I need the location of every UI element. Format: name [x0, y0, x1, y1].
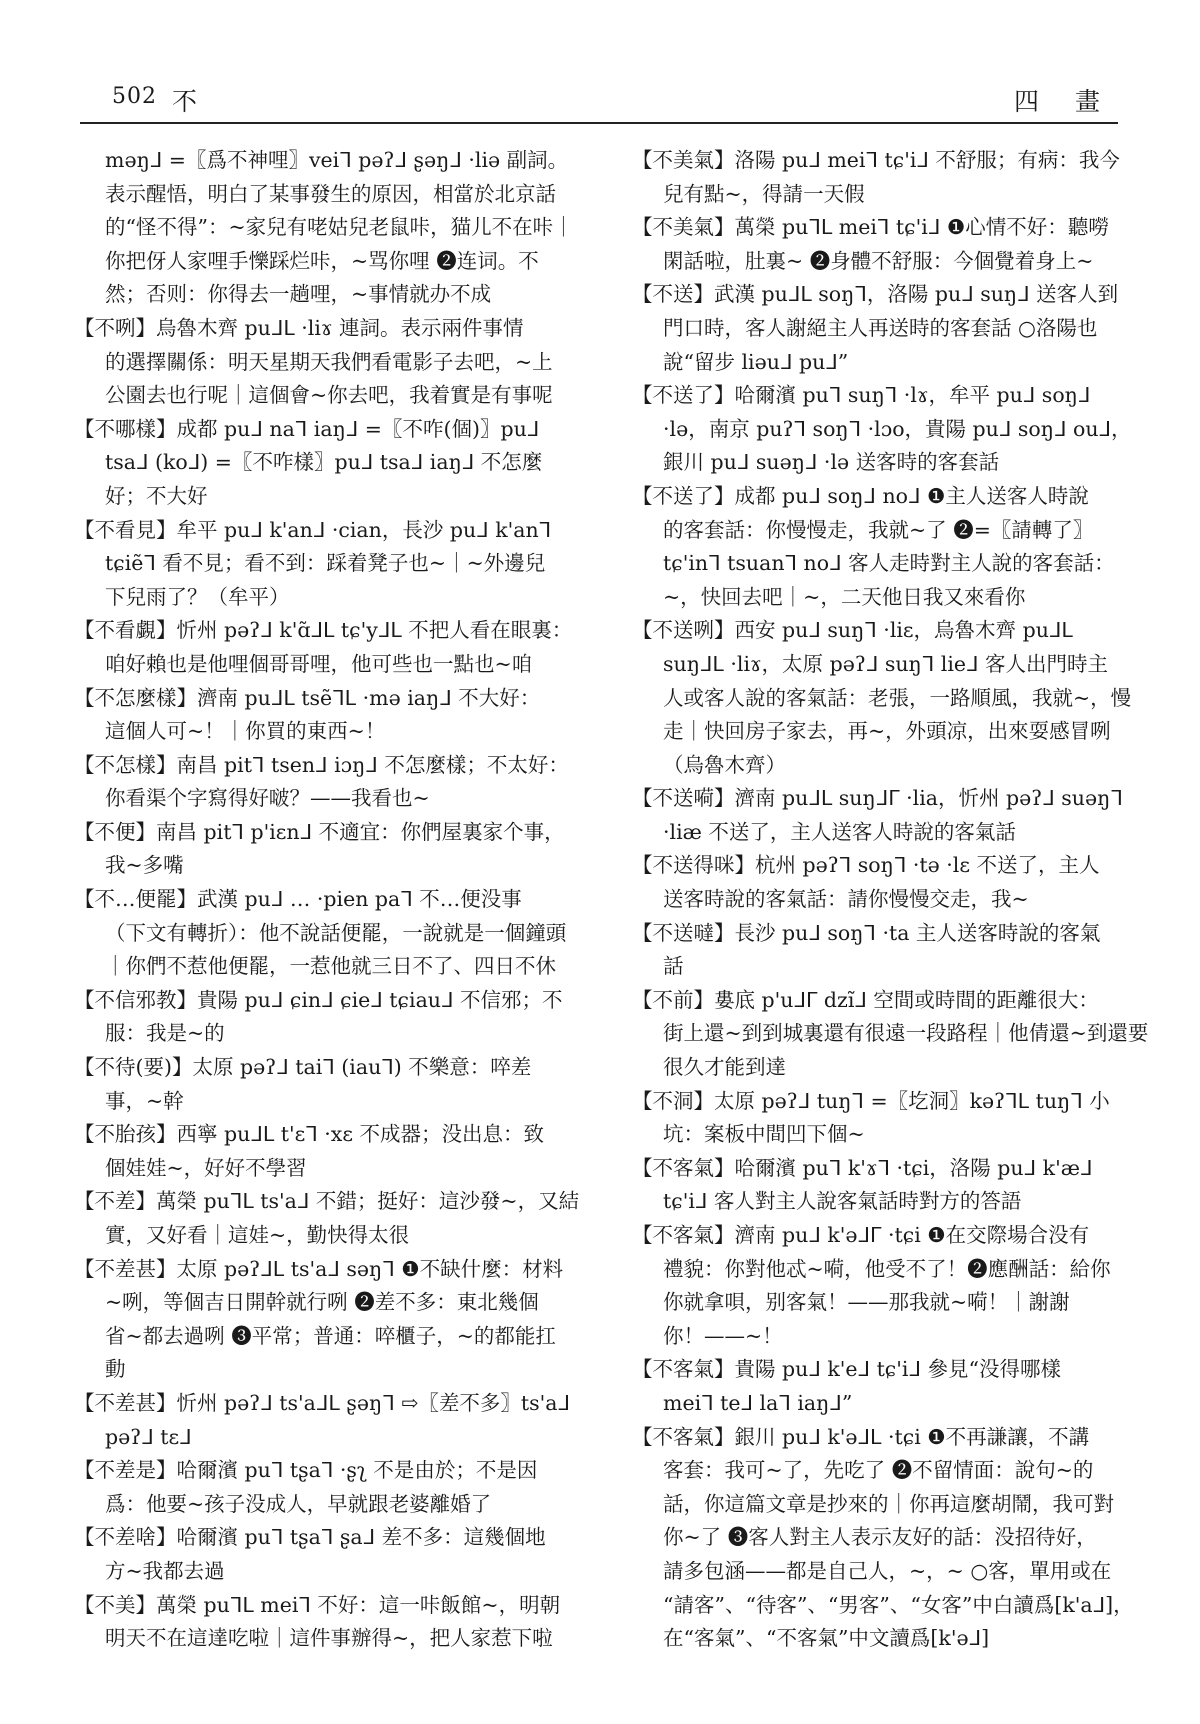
entry-headline: 【不客氣】銀川 puᒧ k'əᒧᒪ ·tɕi ❶不再謙讓，不講 — [632, 1424, 1090, 1449]
entry-line: 方~我都去過 — [105, 1558, 225, 1583]
entry-line: ~，快回去吧｜~，二天他日我又來看你 — [663, 584, 1026, 609]
entry-line: 我~多嘴 — [105, 853, 184, 878]
entry-line: 下兒雨了？（牟平） — [105, 584, 290, 609]
entry-line: 你把伢人家哩手㦡踩烂咔，~骂你哩 ❷连词。不 — [105, 248, 539, 273]
entry-headline: 【不怎麼樣】濟南 puᒧᒪ tsẽᒣᒪ ·mə iaŋᒧ 不大好： — [74, 685, 541, 710]
entry-line: （下文有轉折）：他不說話便罷，一說就是一個鐘頭 — [105, 920, 567, 945]
entry-line: 表示醒悟，明白了某事發生的原因，相當於北京話 — [105, 181, 556, 206]
entry-headline: 【不客氣】貴陽 puᒧ k'eᒧ tɕ'iᒧ 參見“没得哪樣 — [632, 1357, 1061, 1382]
entry-line: 說“留步 liəuᒧ puᒧ” — [663, 349, 849, 374]
entry-headline: 【不送嗬】濟南 puᒧᒪ suŋᒧᒥ ·lia，忻州 pəʔᒧ suəŋᒣ — [632, 786, 1123, 811]
entry-line: 人或客人說的客氣話：老張，一路順風，我就~，慢 — [663, 685, 1132, 710]
entry-line: （烏魯木齊） — [663, 752, 786, 777]
entry-headline: 【不待(要)】太原 pəʔᒧ taiᒣ (iauᒣ) 不樂意：啐差 — [74, 1055, 532, 1080]
entry-line: 好；不大好 — [105, 483, 208, 508]
entry-line: məŋᒧ =〖爲不神哩〗veiᒣ pəʔᒧ ʂəŋᒧ ·liə 副詞。 — [105, 148, 569, 172]
entry-headline: 【不送了】哈爾濱 puᒣ suŋᒣ ·lɤ，牟平 puᒧ soŋᒧ — [632, 383, 1091, 408]
entry-line: 你就拿唄，别客氣！——那我就~嗬！｜謝謝 — [663, 1290, 1070, 1315]
entry-headline: 【不差】萬榮 puᒣᒪ ts'aᒧ 不錯；挺好：這沙發~，又結 — [74, 1189, 580, 1214]
page-header — [80, 82, 1118, 124]
right-column — [632, 144, 1156, 1656]
entry-headline: 【不怎樣】南昌 pitᒣ tsenᒧ iɔŋᒧ 不怎麼樣；不太好： — [74, 752, 569, 777]
entry-line: “請客”、“待客”、“男客”、“女客”中白讀爲[k'aᒧ]， — [663, 1592, 1134, 1617]
entry-line: 坑：案板中間凹下個~ — [663, 1122, 865, 1147]
entry-line: 銀川 puᒧ suəŋᒧ ·lə 送客時的客套話 — [663, 450, 1000, 475]
entry-headline: 【不洞】太原 pəʔᒧ tuŋᒣ =〖圪洞〗kəʔᒣᒪ tuŋᒣ 小 — [632, 1088, 1110, 1113]
entry-line: 的“怪不得”：~家兒有咾姑兒老鼠咔，猫儿不在咔｜ — [105, 215, 574, 240]
entry-headline: 【不哪樣】成都 puᒧ naᒣ iaŋᒧ =〖不咋(個)〗puᒧ — [74, 416, 540, 441]
entry-line: 實，又好看｜這娃~，勤快得太很 — [105, 1223, 410, 1247]
entry-headline: 【不送】武漢 puᒧᒪ soŋᒣ，洛陽 puᒧ suŋᒧ 送客人到 — [632, 282, 1119, 307]
entry-line: 客套：我可~了，先吃了 ❷不留情面：說句~的 — [663, 1458, 1094, 1483]
entry-headline: 【不客氣】濟南 puᒧ k'əᒧᒥ ·tɕi ❶在交際場合没有 — [632, 1223, 1090, 1247]
entry-headline: 【不美氣】萬榮 puᒣᒪ meiᒣ tɕ'iᒧ ❶心情不好：聽嘮 — [632, 215, 1109, 240]
entry-line: 很久才能到達 — [663, 1055, 786, 1080]
entry-line: meiᒣ teᒧ laᒣ iaŋᒧ” — [663, 1390, 853, 1415]
entry-headline: 【不客氣】哈爾濱 puᒣ k'ɤᒣ ·tɕi，洛陽 puᒧ k'æᒧ — [632, 1155, 1093, 1180]
entry-headline: 【不看覷】忻州 pəʔᒧ k'ɑ̃ᒧᒪ tɕ'yᒧᒪ 不把人看在眼裏： — [74, 618, 573, 643]
entry-line: tɕ'inᒣ tsuanᒣ noᒧ 客人走時對主人說的客套話： — [663, 551, 1115, 576]
entry-line: 請多包涵——都是自己人，~，~ ○客，單用或在 — [663, 1558, 1112, 1583]
entry-headline: 【不差啥】哈爾濱 puᒣ tʂaᒣ ʂaᒧ 差不多：這幾個地 — [74, 1525, 546, 1550]
entry-line: 爲：他要~孩子没成人，早就跟老婆離婚了 — [105, 1491, 492, 1516]
entry-line: ·liæ 不送了，主人送客人時說的客氣話 — [663, 819, 1016, 844]
entry-line: pəʔᒧ tɛᒧ — [105, 1424, 192, 1449]
entry-headline: 【不看見】牟平 puᒧ k'anᒧ ·cian，長沙 puᒧ k'anᒣ — [74, 517, 552, 542]
entry-line: 你看渠个字寫得好啵？——我看也~ — [105, 786, 430, 811]
entry-line: 咱好賴也是他哩個哥哥哩，他可些也一點也~咱 — [105, 651, 533, 676]
entry-headline: 【不送得咪】杭州 pəʔᒣ soŋᒣ ·tə ·lɛ 不送了，主人 — [632, 853, 1100, 878]
entry-headline: 【不信邪教】貴陽 puᒧ ɕinᒧ ɕieᒧ tɕiauᒧ 不信邪；不 — [74, 987, 563, 1012]
entry-headline: 【不差甚】太原 pəʔᒧᒪ ts'aᒧ səŋᒣ ❶不缺什麼：材料 — [74, 1256, 564, 1281]
entry-headline: 【不…便罷】武漢 puᒧ … ·pien paᒣ 不…便没事 — [74, 887, 522, 912]
entry-headline: 【不差甚】忻州 pəʔᒧ ts'aᒧᒪ ʂəŋᒣ ⇨〖差不多〗ts'aᒧ — [74, 1390, 571, 1415]
entry-line: 事，~幹 — [105, 1088, 184, 1113]
entry-line: 然；否则：你得去一趟哩，~事情就办不成 — [105, 282, 492, 307]
entry-headline: 【不胎孩】西寧 puᒧᒪ t'ɛᒣ ·xɛ 不成器；没出息：致 — [74, 1122, 545, 1147]
entry-line: tsaᒧ (koᒧ) =〖不咋樣〗puᒧ tsaᒧ iaŋᒧ 不怎麼 — [105, 450, 543, 475]
entry-line: 在“客氣”、“不客氣”中文讀爲[k'əᒧ] — [663, 1626, 990, 1651]
entry-line: 話，你這篇文章是抄來的｜你再這麼胡鬧，我可對 — [663, 1491, 1114, 1516]
entry-headline: 【不咧】烏魯木齊 puᒧᒪ ·liɤ 連詞。表示兩件事情 — [74, 315, 524, 340]
section-title: 四 畫 — [1014, 87, 1114, 116]
entry-line: 這個人可~！｜你買的東西~！ — [105, 719, 386, 744]
entry-headline: 【不送噠】長沙 puᒧ soŋᒣ ·ta 主人送客時說的客氣 — [632, 920, 1101, 945]
entry-line: 你！——~！ — [663, 1323, 783, 1348]
left-column — [74, 144, 598, 1656]
entry-line: 個娃娃~，好好不學習 — [105, 1155, 307, 1180]
entry-line: tɕ'iᒧ 客人對主人說客氣話時對方的答語 — [663, 1189, 1022, 1214]
entry-line: 的客套話：你慢慢走，我就~了 ❷=〖請轉了〗 — [663, 517, 1094, 542]
entry-line: 明天不在這達吃啦｜這件事辦得~，把人家惹下啦 — [105, 1626, 553, 1651]
entry-line: 服：我是~的 — [105, 1021, 225, 1046]
entry-line: 動 — [105, 1357, 126, 1382]
entry-line: ~咧，等個吉日開幹就行咧 ❷差不多：東北幾個 — [105, 1290, 539, 1315]
entry-line: ｜你們不惹他便罷，一惹他就三日不了、四日不休 — [105, 954, 556, 979]
page-number: 502 — [112, 84, 157, 109]
entry-headline: 【不便】南昌 pitᒣ p'iɛnᒧ 不適宜：你們屋裏家个事， — [74, 819, 565, 844]
entry-line: 送客時說的客氣話：請你慢慢交走，我~ — [663, 887, 1029, 912]
entry-headline: 【不美】萬榮 puᒣᒪ meiᒣ 不好：這一咔飯館~，明朝 — [74, 1592, 561, 1617]
entry-headline: 【不美氣】洛陽 puᒧ meiᒣ tɕ'iᒧ 不舒服；有病：我今 — [632, 148, 1120, 172]
entry-line: 街上還~到到城裏還有很遠一段路程｜他倩還~到還要 — [663, 1021, 1149, 1046]
entry-line: 閑話啦，肚裏~ ❷身體不舒服：今個覺着身上~ — [663, 248, 1094, 273]
entry-line: tɕiẽᒣ 看不見；看不到：踩着凳子也~｜~外邊兒 — [105, 551, 546, 576]
entry-headline: 【不前】婁底 p'uᒧᒥ dzĩᒧ 空間或時間的距離很大： — [632, 987, 1099, 1012]
entry-line: 你~了 ❸客人對主人表示友好的話：没招待好， — [663, 1525, 1097, 1550]
entry-line: 兒有點~，得請一天假 — [663, 181, 865, 206]
entry-line: ·lə，南京 puʔᒣ soŋᒣ ·lɔo，貴陽 puᒧ soŋᒧ ouᒧ， — [663, 416, 1132, 441]
entry-line: 走｜快回房子家去，再~，外頭凉，出來耍感冒咧 — [663, 719, 1111, 744]
entry-headline: 【不送了】成都 puᒧ soŋᒧ noᒧ ❶主人送客人時說 — [632, 483, 1089, 508]
entry-line: suŋᒧᒪ ·liɤ，太原 pəʔᒧ suŋᒣ lieᒧ 客人出門時主 — [663, 651, 1109, 676]
header-headword: 不 — [172, 87, 198, 116]
entry-headline: 【不差是】哈爾濱 puᒣ tʂaᒣ ·ʂʅ 不是由於；不是因 — [74, 1458, 538, 1483]
entry-line: 的選擇關係：明天星期天我們看電影子去吧，~上 — [105, 349, 553, 374]
entry-line: 公園去也行呢｜這個會~你去吧，我着實是有事呢 — [105, 383, 553, 408]
entry-line: 省~都去過咧 ❸平常；普通：啐櫃子，~的都能扛 — [105, 1323, 556, 1348]
entry-line: 門口時，客人謝絕主人再送時的客套話 ○洛陽也 — [663, 315, 1098, 340]
entry-headline: 【不送咧】西安 puᒧ suŋᒣ ·liɛ，烏魯木齊 puᒧᒪ — [632, 618, 1073, 643]
entry-line: 話 — [663, 954, 684, 979]
entry-line: 禮貌：你對他忒~嗬，他受不了！❷應酬話：給你 — [663, 1256, 1111, 1281]
